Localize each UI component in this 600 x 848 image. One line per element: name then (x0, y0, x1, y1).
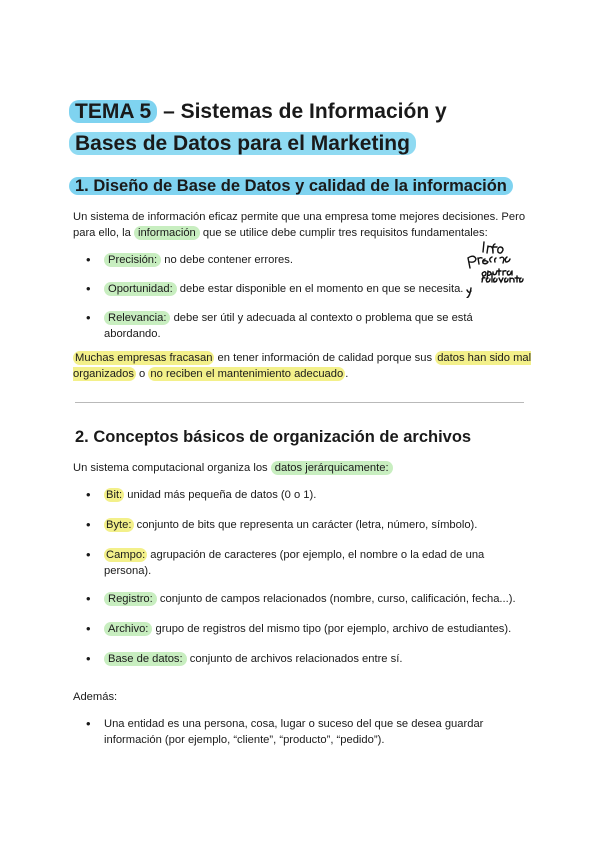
list-item-text: conjunto de archivos relacionados entre sí. (186, 653, 403, 665)
requirements-list (86, 252, 526, 339)
list-item-precision (86, 252, 526, 281)
section2-intro-a: Un sistema computacional organiza los (73, 462, 271, 474)
list-item-term: Base de datos: (104, 652, 187, 666)
note-text-d: o (135, 368, 149, 380)
list-item-text: no debe contener errores. (161, 254, 293, 266)
list-item-term: Relevancia: (104, 311, 170, 325)
list-item-text: conjunto de bits que representa un carácter (letra, número, símbolo). (133, 519, 478, 531)
section1-heading-text: 1. Diseño de Base de Datos y calidad de la información (69, 177, 513, 195)
list-item-term: Bit: (106, 489, 123, 501)
list-item-base-de-datos (86, 651, 526, 681)
title-line1-text: – Sistemas de Información y (157, 100, 447, 123)
list-item-term: Byte: (106, 519, 132, 531)
list-item-campo (86, 547, 526, 591)
title-line2-text: Bases de Datos para el Marketing (69, 132, 416, 155)
section1-intro (73, 209, 533, 241)
list-item-text: debe ser útil y adecuada al contexto o problema que se está abordando. (104, 312, 473, 340)
list-item-text: grupo de registros del mismo tipo (por ejemplo, archivo de estudiantes). (152, 623, 512, 635)
list-item-text: debe estar disponible en el momento en que se necesita. (176, 283, 464, 295)
list-item-text: unidad más pequeña de datos (0 o 1). (124, 489, 317, 501)
list-item-byte (86, 517, 526, 547)
list-item-term: Precisión: (104, 253, 161, 267)
ademas-label: Además: (73, 691, 118, 703)
handwritten-note (462, 238, 557, 298)
section1-intro-highlight: información (134, 226, 200, 240)
list-item-archivo (86, 621, 526, 651)
list-item-text: Una entidad es una persona, cosa, lugar o suceso del que se desea guardar información (por ejemplo, “cliente”, “producto”, “pedido”). (104, 718, 484, 746)
note-highlight-a: Muchas empresas fracasan (75, 352, 213, 364)
list-item-text: conjunto de campos relacionados (nombre, curso, calificación, fecha...). (156, 593, 516, 605)
list-item-text: agrupación de caracteres (por ejemplo, el nombre o la edad de una persona). (104, 549, 485, 577)
section1-intro-b: que se utilice debe cumplir tres requisitos fundamentales: (199, 227, 488, 239)
section1-heading (75, 177, 513, 196)
list-item-opportunity (86, 281, 526, 310)
list-item-term: Campo: (106, 549, 146, 561)
section2-intro-highlight: datos jerárquicamente: (271, 461, 393, 475)
section2-heading: 2. Conceptos básicos de organización de archivos (75, 428, 472, 446)
list-item-relevance (86, 310, 526, 339)
note-highlight-e: no reciben el mantenimiento adecuado (150, 368, 344, 380)
extra-list (86, 716, 526, 748)
note-text-b: en tener información de calidad porque sus (214, 352, 436, 364)
list-item-term: Registro: (104, 592, 157, 606)
list-item-registro (86, 591, 526, 621)
list-item-bit (86, 487, 526, 517)
hierarchy-list (86, 487, 526, 681)
note-text-f: . (345, 368, 349, 380)
list-item-term: Oportunidad: (104, 282, 177, 296)
note-highlight-c: datos han sido mal organizados (73, 352, 532, 380)
section1-intro-a: Un sistema de información eficaz permite que una empresa tome mejores decisiones. Pero para ello, la (73, 211, 526, 239)
section2-intro (73, 460, 533, 476)
section1-note (73, 350, 533, 382)
title-tema-label: TEMA 5 (69, 100, 157, 123)
list-item-term: Archivo: (104, 622, 152, 636)
page-title (75, 96, 545, 160)
list-item-entidad (86, 716, 526, 748)
section-divider (75, 402, 524, 403)
